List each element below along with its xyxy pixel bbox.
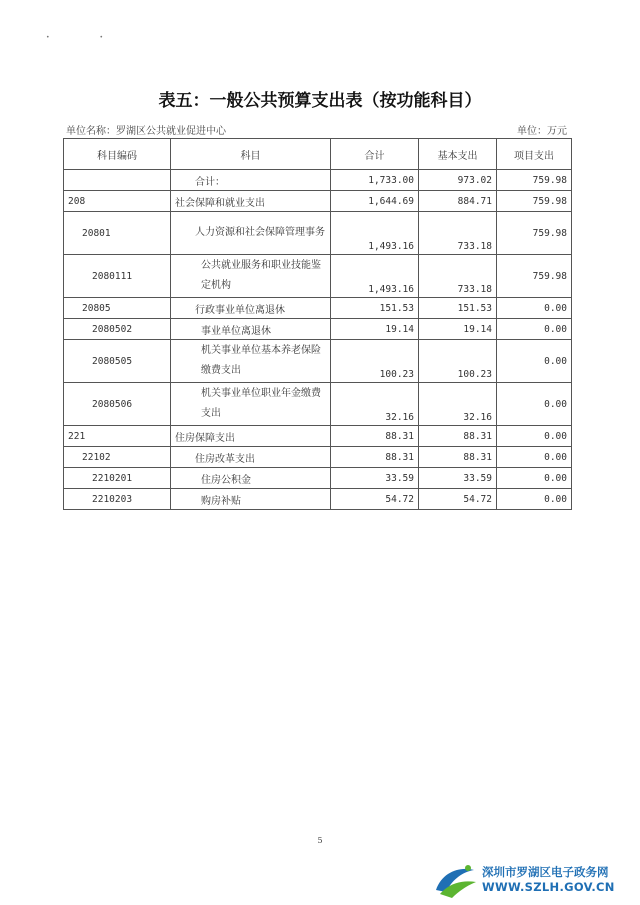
row-subject: 合计： — [171, 170, 331, 191]
header-subject: 科目 — [171, 139, 331, 170]
row-total: 1,493.16 — [331, 212, 419, 255]
row-code: 2210201 — [64, 468, 171, 489]
row-project: 0.00 — [497, 468, 572, 489]
row-code: 2080502 — [64, 319, 171, 340]
row-total: 1,733.00 — [331, 170, 419, 191]
table-row — [64, 298, 572, 319]
row-project: 0.00 — [497, 489, 572, 510]
row-code: 20801 — [64, 212, 171, 255]
budget-table — [63, 138, 572, 510]
watermark-url: WWW.SZLH.GOV.CN — [482, 880, 615, 894]
row-total: 88.31 — [331, 447, 419, 468]
table-row — [64, 212, 572, 255]
row-basic: 973.02 — [419, 170, 497, 191]
row-total: 33.59 — [331, 468, 419, 489]
row-total: 151.53 — [331, 298, 419, 319]
row-subject: 住房改革支出 — [171, 447, 331, 468]
row-code: 20805 — [64, 298, 171, 319]
row-total: 1,493.16 — [331, 255, 419, 298]
row-total: 19.14 — [331, 319, 419, 340]
table-row — [64, 383, 572, 426]
row-project: 0.00 — [497, 319, 572, 340]
row-basic: 32.16 — [419, 383, 497, 426]
unit-label: 单位：万元 — [517, 126, 567, 137]
table-row — [64, 170, 572, 191]
table-row — [64, 447, 572, 468]
row-total: 100.23 — [331, 340, 419, 383]
row-subject: 公共就业服务和职业技能鉴定机构 — [171, 255, 331, 298]
row-code: 2080505 — [64, 340, 171, 383]
table-row — [64, 340, 572, 383]
row-project: 0.00 — [497, 447, 572, 468]
row-basic: 151.53 — [419, 298, 497, 319]
row-subject: 人力资源和社会保障管理事务 — [171, 212, 331, 255]
scan-specks: • • — [46, 34, 127, 41]
table-row — [64, 191, 572, 212]
row-subject: 行政事业单位离退休 — [171, 298, 331, 319]
row-code — [64, 170, 171, 191]
row-total: 1,644.69 — [331, 191, 419, 212]
row-basic: 19.14 — [419, 319, 497, 340]
table-row — [64, 426, 572, 447]
row-code: 221 — [64, 426, 171, 447]
row-code: 2080506 — [64, 383, 171, 426]
table-row — [64, 468, 572, 489]
row-project: 759.98 — [497, 212, 572, 255]
table-row — [64, 255, 572, 298]
row-subject: 购房补贴 — [171, 489, 331, 510]
row-subject: 机关事业单位职业年金缴费支出 — [171, 383, 331, 426]
row-subject: 住房公积金 — [171, 468, 331, 489]
row-total: 54.72 — [331, 489, 419, 510]
row-total: 88.31 — [331, 426, 419, 447]
header-basic: 基本支出 — [419, 139, 497, 170]
row-project: 0.00 — [497, 426, 572, 447]
row-project: 759.98 — [497, 170, 572, 191]
page-number: 5 — [317, 836, 323, 845]
row-subject: 住房保障支出 — [171, 426, 331, 447]
row-project: 0.00 — [497, 298, 572, 319]
row-subject: 机关事业单位基本养老保险缴费支出 — [171, 340, 331, 383]
szlh-logo-icon — [432, 860, 478, 900]
row-code: 22102 — [64, 447, 171, 468]
header-total: 合计 — [331, 139, 419, 170]
row-code: 2210203 — [64, 489, 171, 510]
row-basic: 33.59 — [419, 468, 497, 489]
page-title: 表五：一般公共预算支出表（按功能科目） — [158, 91, 482, 111]
row-basic: 88.31 — [419, 426, 497, 447]
row-subject: 社会保障和就业支出 — [171, 191, 331, 212]
row-basic: 884.71 — [419, 191, 497, 212]
unit-name: 单位名称：罗湖区公共就业促进中心 — [66, 126, 226, 137]
table-header-row — [64, 139, 572, 170]
watermark-name: 深圳市罗湖区电子政务网 — [482, 865, 609, 879]
row-project: 0.00 — [497, 340, 572, 383]
table-row — [64, 319, 572, 340]
row-subject: 事业单位离退休 — [171, 319, 331, 340]
row-code: 208 — [64, 191, 171, 212]
row-basic: 100.23 — [419, 340, 497, 383]
row-basic: 733.18 — [419, 212, 497, 255]
header-code: 科目编码 — [64, 139, 171, 170]
row-project: 759.98 — [497, 255, 572, 298]
row-basic: 88.31 — [419, 447, 497, 468]
row-project: 759.98 — [497, 191, 572, 212]
row-basic: 733.18 — [419, 255, 497, 298]
table-row — [64, 489, 572, 510]
row-code: 2080111 — [64, 255, 171, 298]
header-project: 项目支出 — [497, 139, 572, 170]
row-basic: 54.72 — [419, 489, 497, 510]
row-project: 0.00 — [497, 383, 572, 426]
row-total: 32.16 — [331, 383, 419, 426]
